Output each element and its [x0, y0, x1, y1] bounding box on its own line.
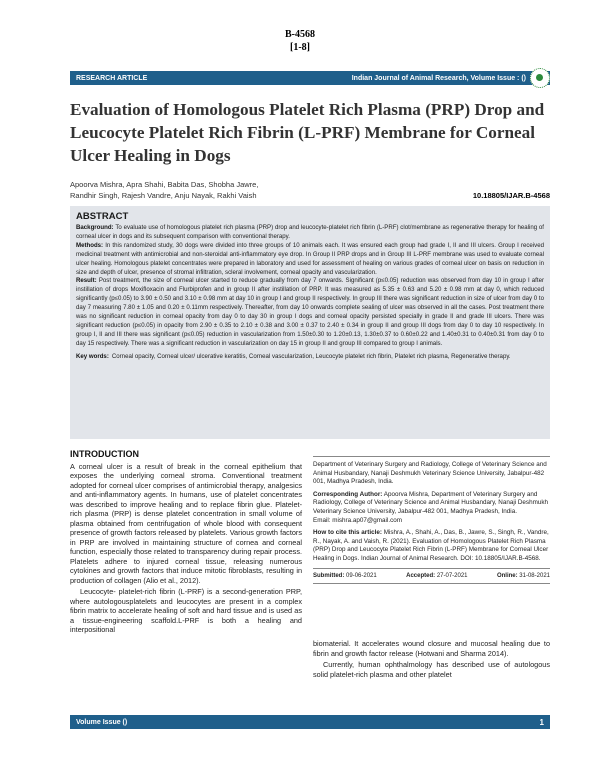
introduction-heading: INTRODUCTION: [70, 449, 139, 459]
submitted-date: Submitted: 09-06-2021: [313, 572, 377, 579]
accepted-date: Accepted: 27-07-2021: [406, 572, 468, 579]
corresponding-author: Corresponding Author: Apoorva Mishra, Department of Veterinary Surgery and Radiology, College of Veterinary Science and Animal Husbandary, Nanaji Deshmukh Veterinary Science University, Jabalpur-482 001, Madhya Pradesh, India. Email: mishra.ap07@gmail.com: [313, 490, 548, 524]
right-text-column: [313, 639, 550, 681]
article-code: [0, 28, 600, 54]
abstract-result: Result: Post treatment, the size of corneal ulcer started to reduce gradually from day 7 onwards. Significant (p≤0.05) reduction was observed from day 10 in group I after instillation of drops Moxifloxacin and Flurbiprofen and in group II after instillation of PRP. It was measured as 5.35 ± 0.63 and 5.20 ± 0.98 mm at day 0, which reduced significantly (p≤0.05) to 3.90 ± 0.50 and 3.10 ± 0.98 mm at day 10 in group I and group II respectively. In group III there was significant reduction in size of ulcer from day 0 to day 7 measuring 7.80 ± 1.05 and 0.20 ± 0.11mm respectively. Thereafter, from day 10 onwards complete sealing of ulcer was observed in all the cases. Post treatment there was no significant reduction in corneal opacity from day 0 to day 30 in group I dogs and corneal opacity persisted specially in grade II and grade III ulcers. There was significant reduction (p≤0.05) in opacity from 2.90 ± 0.35 to 2.10 ± 0.38 and 3.00 ± 0.37 to 2.40 ± 0.34 in group II and group III dogs from day 0 to day 10 respectively. In group I, II and III there was significant (p≤0.05) reduction in vascularization from 1.50±0.30 to 1.20±0.13, 1.30±0.37 to 0.60±0.22 and 1.40±0.31 to 0.40±0.31 from day 0 to day 15 respectively. There was a significant reduction in vascularization on day 15 in group II and group III compared to group I animals.: [76, 277, 544, 347]
journal-name: Indian Journal of Animal Research, Volume Issue : (): [351, 74, 526, 82]
citation: How to cite this article: Mishra, A., Shahi, A., Das, B., Jawre, S., Singh, R., Vandre, R., Nayak, A. and Vaish, R. (2021). Evaluation of Homologous Platelet Rich Plasma (PRP) Drop and Leucocyte Platelet Rich Fibrin (L-PRF) Membrane for Corneal Ulcer Healing in Dogs. Indian Journal of Animal Research. DOI: 10.18805/IJAR.B-4568.: [313, 529, 549, 562]
abstract-box: [70, 206, 550, 439]
keywords: Key words: Corneal opacity, Corneal ulcer/ ulcerative keratitis, Corneal vascularization, Leucocyte platelet rich fibrin, Platelet rich plasma, Regenerative therapy.: [76, 352, 511, 360]
doi: 10.18805/IJAR.B-4568: [472, 191, 550, 200]
department: Department of Veterinary Surgery and Radiology, College of Veterinary Science and Animal Husbandary, Nanaji Deshmukh Veterinary Science University, Jabalpur-482 001, Madhya Pradesh, India.: [313, 461, 547, 486]
authors-line-1: Apoorva Mishra, Apra Shahi, Babita Das, Shobha Jawre,: [70, 180, 259, 189]
journal-logo-icon: [530, 68, 550, 88]
page-number: 1: [539, 717, 544, 727]
affiliation-box: [313, 456, 550, 584]
abstract-background: Background: To evaluate use of homologous platelet rich plasma (PRP) drop and leucocyte-platelet rich fibrin (L-PRF) clot/membrane as regenerative therapy for healing of corneal ulcer in dogs and its subsequent comparison with conventional therapy.: [76, 224, 544, 240]
introduction-column: [70, 450, 302, 637]
right-paragraph-1: biomaterial. It accelerates wound closure and mucosal healing due to fibrin and growth factor release (Hotwani and Sharma 2014).: [313, 639, 550, 658]
article-pages: [1-8]: [290, 42, 310, 53]
abstract-methods: Methods: In this randomized study, 30 dogs were divided into three groups of 10 animals each. It was ensured each group had grade I, II and III ulcers. Group I received medicinal treatment with antimicrobial and non-steroidal anti-inflammatory eye drop. In Group II PRP drops and in Group III L-PRF membrane was used to evaluate corneal ulcer healing. Homologous platelet concentrates were prepared in laboratory and used for assessment of healing on various grades of corneal ulcer on basis on reduction in size and depth of ulcer, presence of stromal infiltration, scleral involvement, corneal opacity and vascularization.: [76, 241, 544, 276]
section-label: RESEARCH ARTICLE: [76, 74, 148, 82]
abstract-heading: ABSTRACT: [76, 211, 129, 222]
footer-volume: Volume Issue (): [76, 718, 128, 726]
author-list: [70, 180, 370, 201]
article-dates: [313, 568, 550, 585]
footer-bar: [70, 715, 550, 729]
article-id: B-4568: [285, 29, 315, 40]
article-title: Evaluation of Homologous Platelet Rich Plasma (PRP) Drop and Leucocyte Platelet Rich Fibrin (L-PRF) Membrane for Corneal Ulcer Healing in Dogs: [70, 100, 545, 165]
header-bar: [70, 71, 550, 85]
online-date: Online: 31-08-2021: [496, 572, 550, 579]
right-paragraph-2: Currently, human ophthalmology has described use of autologous solid platelet-rich plasma and other platelet: [313, 660, 550, 679]
authors-line-2: Randhir Singh, Rajesh Vandre, Anju Nayak, Rakhi Vaish: [70, 190, 257, 200]
intro-paragraph-1: A corneal ulcer is a result of break in the corneal epithelium that exposes the underlying corneal stroma. Conventional treatment adopted for corneal ulcer comprises of antimicrobial therapy, analgesics and anti-inflammatory agents. In humans, use of platelet concentrates was described to improve healing and to replace fibrin glue. Platelet-rich plasma (PRP) is dense platelet concentration in small volume of plasma obtained from centrifugation of whole blood with consequent presence of growth factors released by platelets. Various growth factors in PRP are involved in maintaining structure of cornea and corneal function, especially those related to transparency during repair process. Platelets adhere to injured corneal tissue, releasing numerous cytokines and growth factors that induce mitotic fibroblasts, resulting in production of collagen (Alio et al., 2012).: [70, 461, 302, 585]
email: Email: mishra.ap07@gmail.com: [313, 516, 402, 524]
intro-paragraph-2: Leucocyte- platelet-rich fibrin (L-PRF) is a second-generation PRP, where autologousplatelets and leucocytes are present in a complex fibrin matrix to accelerate healing of soft and hard tissue and is used as a tissue-engineering scaffold.L-PRF is both a healing and interpositional: [70, 587, 302, 634]
